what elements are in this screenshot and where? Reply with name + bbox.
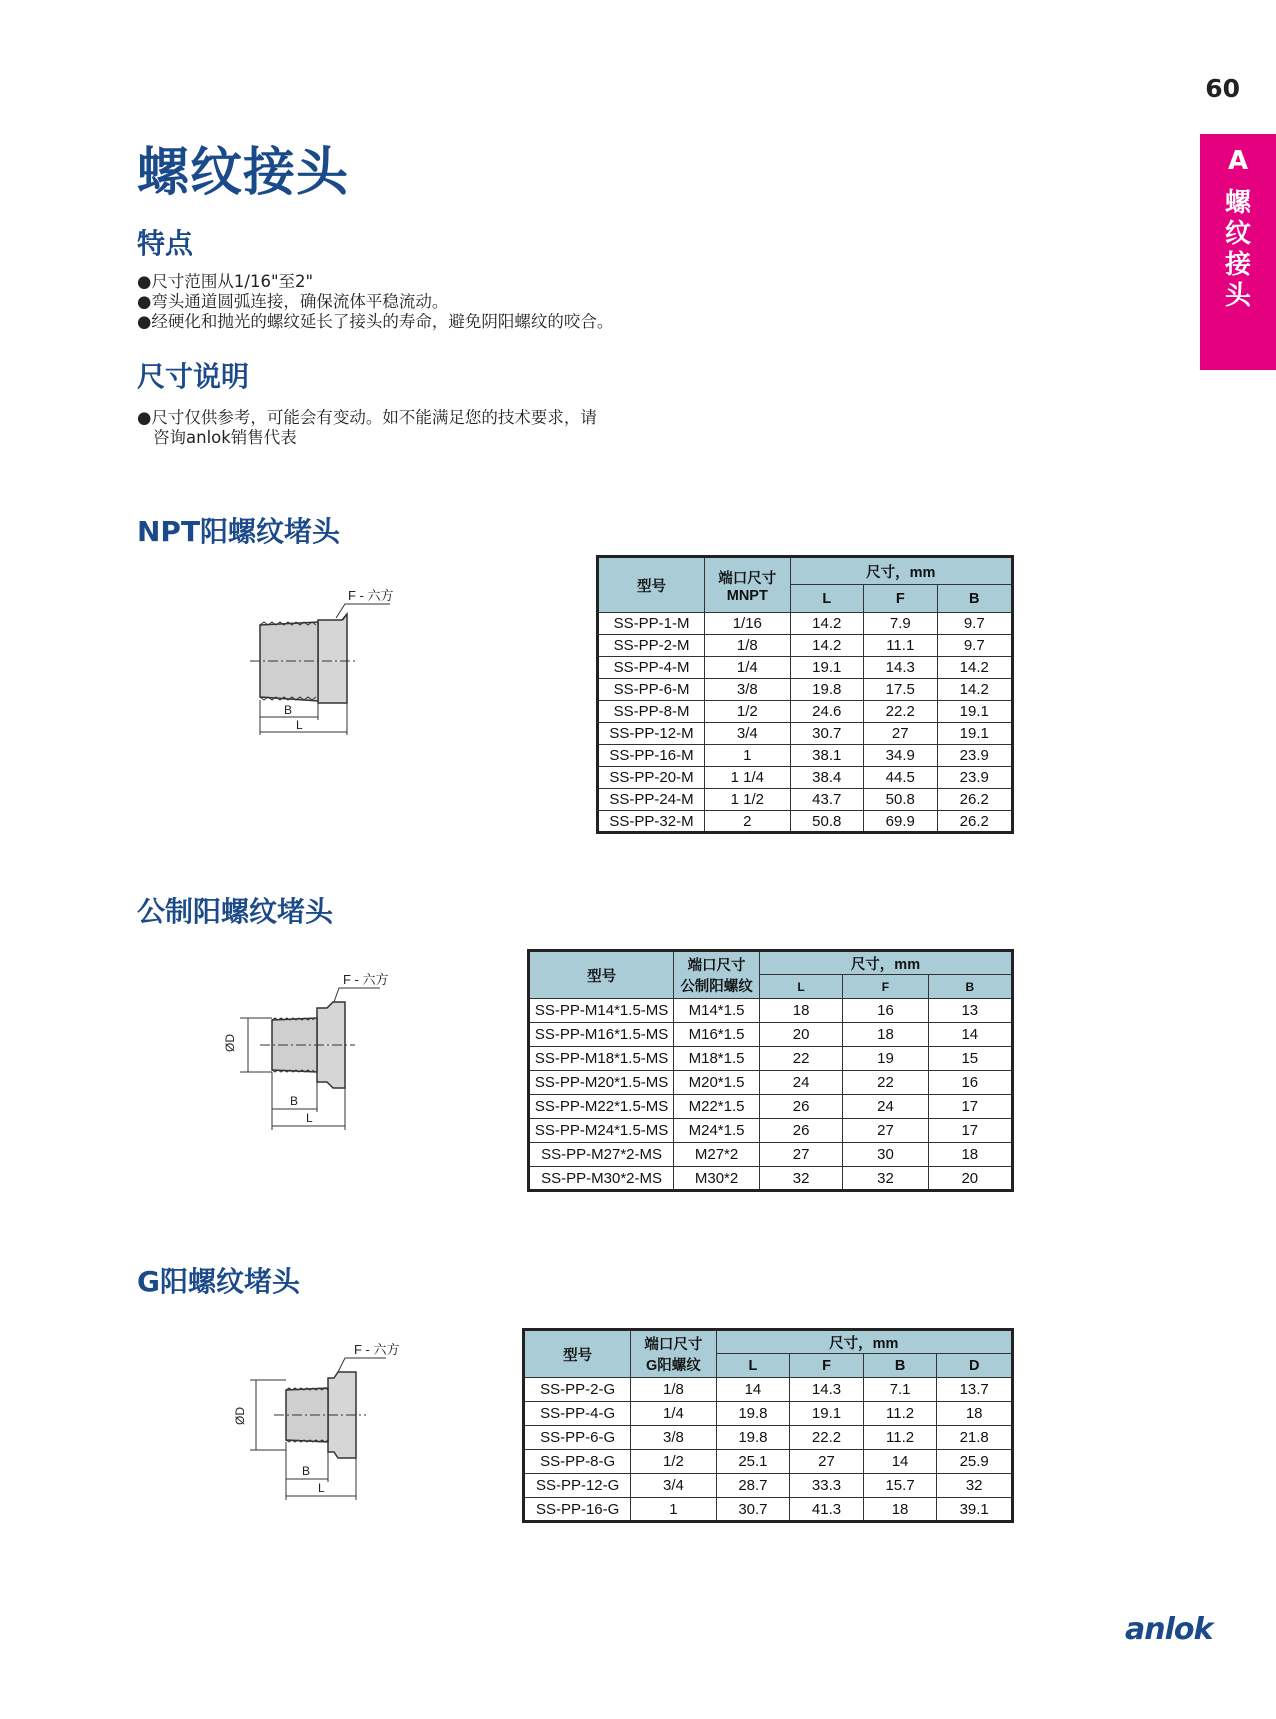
metric-hex-label: F - 六方 [343,972,389,987]
col-header-f: F [843,975,928,999]
table-row [529,1167,1013,1191]
table-row [598,701,1013,723]
dimensions-note [137,408,597,448]
table-row [529,1095,1013,1119]
col-header-port: 端口尺寸 G阳螺纹 [631,1330,716,1378]
table-row [598,767,1013,789]
table-row [598,657,1013,679]
metric-b-label: B [290,1094,299,1108]
table-cell: 69.9 [864,811,937,833]
col-header-b: B [928,975,1012,999]
table-cell: 13 [928,999,1012,1023]
npt-l-label: L [296,718,303,732]
col-header-f: F [790,1354,864,1378]
npt-b-label: B [284,703,293,717]
table-cell: 22 [843,1071,928,1095]
g-plug-drawing [230,1330,430,1510]
col-header-d: D [937,1354,1013,1378]
model-cell: SS-PP-12-M [598,723,705,745]
table-cell: M30*2 [674,1167,760,1191]
metric-plug-drawing [220,960,420,1140]
table-cell: 24 [843,1095,928,1119]
table-row [598,635,1013,657]
table-cell: 13.7 [937,1378,1013,1402]
table-cell: 19.8 [790,679,863,701]
table-cell: 18 [759,999,842,1023]
table-cell: M27*2 [674,1143,760,1167]
table-cell: 14.2 [937,679,1013,701]
model-cell: SS-PP-M18*1.5-MS [529,1047,674,1071]
model-cell: SS-PP-4-G [524,1402,631,1426]
table-cell: 32 [843,1167,928,1191]
table-cell: 17 [928,1095,1012,1119]
model-cell: SS-PP-M27*2-MS [529,1143,674,1167]
table-row [524,1402,1013,1426]
section-tab-char: 纹 [1224,219,1251,249]
table-cell: 23.9 [937,767,1013,789]
anlok-logo: anlok [1125,1612,1213,1647]
table-cell: 11.2 [863,1402,937,1426]
table-cell: 7.1 [863,1378,937,1402]
model-cell: SS-PP-6-G [524,1426,631,1450]
table-cell: 1 1/4 [705,767,790,789]
table-cell: 19.1 [937,723,1013,745]
page-title: 螺纹接头 [137,143,350,203]
table-row [529,1143,1013,1167]
npt-spec-table [596,555,1014,834]
table-row [524,1378,1013,1402]
feature-bullet: ●尺寸范围从1/16"至2" [137,272,314,291]
table-cell: 30.7 [790,723,863,745]
col-header-model: 型号 [529,951,674,999]
col-header-dimensions: 尺寸，mm [790,557,1012,585]
npt-section-title: NPT阳螺纹堵头 [137,515,341,548]
features-heading: 特点 [137,227,194,260]
table-cell: 23.9 [937,745,1013,767]
table-cell: 19 [843,1047,928,1071]
table-cell: 18 [843,1023,928,1047]
npt-hex-label: F - 六方 [348,588,394,603]
table-cell: 50.8 [864,789,937,811]
table-cell: 20 [759,1023,842,1047]
model-cell: SS-PP-8-G [524,1450,631,1474]
model-cell: SS-PP-M30*2-MS [529,1167,674,1191]
table-cell: 32 [937,1474,1013,1498]
table-cell: M16*1.5 [674,1023,760,1047]
table-cell: 15 [928,1047,1012,1071]
model-cell: SS-PP-M14*1.5-MS [529,999,674,1023]
table-cell: 3/8 [631,1426,716,1450]
g-d-label: ØD [233,1407,247,1425]
table-cell: 22.2 [790,1426,864,1450]
table-cell: 19.8 [716,1402,790,1426]
table-cell: 50.8 [790,811,863,833]
table-cell: 16 [928,1071,1012,1095]
table-cell: 14 [863,1450,937,1474]
model-cell: SS-PP-12-G [524,1474,631,1498]
table-cell: 3/8 [705,679,790,701]
col-header-dimensions: 尺寸，mm [716,1330,1012,1354]
table-cell: 26 [759,1119,842,1143]
table-row [529,1071,1013,1095]
table-cell: 39.1 [937,1498,1013,1522]
table-cell: 26.2 [937,789,1013,811]
table-cell: 14.2 [790,635,863,657]
table-cell: 34.9 [864,745,937,767]
table-row [529,1047,1013,1071]
section-tab-label [1200,188,1276,312]
table-cell: 14.3 [864,657,937,679]
table-cell: 14.2 [937,657,1013,679]
table-cell: 16 [843,999,928,1023]
features-list [137,272,613,332]
table-cell: 19.8 [716,1426,790,1450]
model-cell: SS-PP-M22*1.5-MS [529,1095,674,1119]
table-row [529,1023,1013,1047]
table-cell: 38.4 [790,767,863,789]
table-cell: 41.3 [790,1498,864,1522]
table-cell: 21.8 [937,1426,1013,1450]
col-header-l: L [759,975,842,999]
metric-l-label: L [306,1111,313,1125]
table-cell: 1/16 [705,613,790,635]
g-l-label: L [318,1481,325,1495]
col-header-b: B [937,585,1013,613]
table-cell: 9.7 [937,635,1013,657]
table-cell: M24*1.5 [674,1119,760,1143]
table-cell: 24.6 [790,701,863,723]
col-header-dimensions: 尺寸，mm [759,951,1012,975]
npt-plug-drawing [240,580,420,750]
feature-bullet: ●弯头通道圆弧连接，确保流体平稳流动。 [137,292,449,311]
table-cell: 25.1 [716,1450,790,1474]
g-b-label: B [302,1464,311,1478]
table-cell: M20*1.5 [674,1071,760,1095]
table-cell: 18 [863,1498,937,1522]
model-cell: SS-PP-2-M [598,635,705,657]
table-cell: 27 [759,1143,842,1167]
g-section-title: G阳螺纹堵头 [137,1265,300,1298]
col-header-model: 型号 [598,557,705,613]
col-header-l: L [790,585,863,613]
table-cell: 17 [928,1119,1012,1143]
table-row [598,811,1013,833]
model-cell: SS-PP-4-M [598,657,705,679]
model-cell: SS-PP-32-M [598,811,705,833]
table-cell: 3/4 [631,1474,716,1498]
feature-bullet: ●经硬化和抛光的螺纹延长了接头的寿命，避免阴阳螺纹的咬合。 [137,312,614,331]
table-cell: 1 [631,1498,716,1522]
page-number: 60 [1205,74,1240,103]
table-row [529,999,1013,1023]
table-cell: 11.1 [864,635,937,657]
table-cell: 38.1 [790,745,863,767]
table-cell: 24 [759,1071,842,1095]
model-cell: SS-PP-M20*1.5-MS [529,1071,674,1095]
table-row [524,1426,1013,1450]
col-header-model: 型号 [524,1330,631,1378]
table-cell: 30.7 [716,1498,790,1522]
g-hex-label: F - 六方 [354,1342,400,1357]
table-cell: 1/2 [705,701,790,723]
model-cell: SS-PP-8-M [598,701,705,723]
section-tab-char: 接 [1224,250,1251,280]
table-cell: 1/4 [631,1402,716,1426]
table-cell: 14.3 [790,1378,864,1402]
table-cell: 19.1 [937,701,1013,723]
col-header-port: 端口尺寸 MNPT [705,557,790,613]
section-tab-char: 头 [1224,281,1251,311]
table-row [598,679,1013,701]
table-row [598,745,1013,767]
table-cell: 30 [843,1143,928,1167]
table-row [524,1474,1013,1498]
metric-d-label: ØD [223,1034,237,1052]
table-cell: 43.7 [790,789,863,811]
table-cell: 44.5 [864,767,937,789]
metric-spec-table [527,949,1014,1192]
table-cell: 17.5 [864,679,937,701]
table-row [524,1450,1013,1474]
dimensions-note-line2: 咨询anlok销售代表 [153,428,297,447]
metric-section-title: 公制阳螺纹堵头 [137,895,334,928]
table-row [529,1119,1013,1143]
g-spec-table [522,1328,1014,1523]
table-cell: M14*1.5 [674,999,760,1023]
table-cell: 11.2 [863,1426,937,1450]
table-cell: 27 [790,1450,864,1474]
table-cell: 32 [759,1167,842,1191]
table-cell: 14 [716,1378,790,1402]
table-cell: 1/8 [631,1378,716,1402]
model-cell: SS-PP-M24*1.5-MS [529,1119,674,1143]
table-cell: 14.2 [790,613,863,635]
col-header-l: L [716,1354,790,1378]
table-cell: 20 [928,1167,1012,1191]
model-cell: SS-PP-6-M [598,679,705,701]
table-row [598,723,1013,745]
table-cell: 18 [928,1143,1012,1167]
section-letter: A [1227,146,1249,176]
table-row [524,1498,1013,1522]
model-cell: SS-PP-2-G [524,1378,631,1402]
model-cell: SS-PP-1-M [598,613,705,635]
table-cell: 1/8 [705,635,790,657]
table-cell: 3/4 [705,723,790,745]
table-cell: 22.2 [864,701,937,723]
table-cell: 27 [864,723,937,745]
table-cell: 14 [928,1023,1012,1047]
dimensions-heading: 尺寸说明 [137,360,250,393]
table-cell: 2 [705,811,790,833]
table-cell: M18*1.5 [674,1047,760,1071]
model-cell: SS-PP-M16*1.5-MS [529,1023,674,1047]
table-cell: 25.9 [937,1450,1013,1474]
table-cell: 1 [705,745,790,767]
section-tab-char: 螺 [1224,188,1251,218]
table-cell: 1/2 [631,1450,716,1474]
table-cell: 26.2 [937,811,1013,833]
table-cell: 18 [937,1402,1013,1426]
model-cell: SS-PP-16-G [524,1498,631,1522]
table-cell: 28.7 [716,1474,790,1498]
col-header-f: F [864,585,937,613]
section-tab [1200,134,1276,370]
table-cell: 33.3 [790,1474,864,1498]
model-cell: SS-PP-24-M [598,789,705,811]
table-cell: 22 [759,1047,842,1071]
table-row [598,789,1013,811]
table-cell: 26 [759,1095,842,1119]
table-cell: 1/4 [705,657,790,679]
table-cell: 19.1 [790,657,863,679]
model-cell: SS-PP-16-M [598,745,705,767]
table-cell: 27 [843,1119,928,1143]
table-cell: 1 1/2 [705,789,790,811]
table-cell: 9.7 [937,613,1013,635]
col-header-b: B [863,1354,937,1378]
table-cell: M22*1.5 [674,1095,760,1119]
model-cell: SS-PP-20-M [598,767,705,789]
col-header-port: 端口尺寸 公制阳螺纹 [674,951,760,999]
dimensions-note-line1: ●尺寸仅供参考，可能会有变动。如不能满足您的技术要求，请 [137,408,597,427]
table-cell: 15.7 [863,1474,937,1498]
table-row [598,613,1013,635]
table-cell: 7.9 [864,613,937,635]
table-cell: 19.1 [790,1402,864,1426]
